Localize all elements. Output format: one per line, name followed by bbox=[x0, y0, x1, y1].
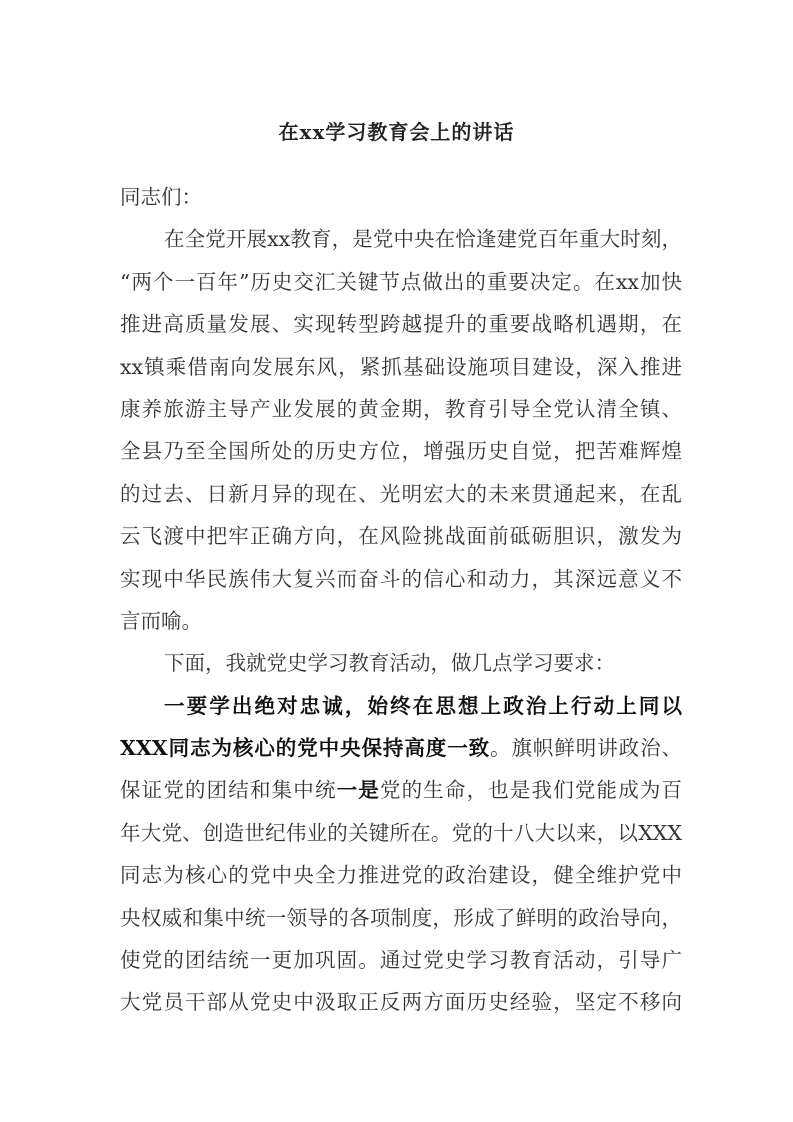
text-segment: 全县乃至全国所处的历史方位，增强历史自觉，把苦难辉煌 bbox=[120, 439, 682, 464]
text-line bbox=[120, 897, 682, 939]
document-title: 在xx学习教育会上的讲话 bbox=[278, 120, 515, 144]
text-line bbox=[120, 303, 682, 345]
bold-text: 一是 bbox=[336, 778, 380, 803]
text-segment: 。旗帜鲜明讲政治、 bbox=[490, 736, 683, 761]
text-segment: 下面，我就党史学习教育活动，做几点学习要求： bbox=[164, 651, 615, 676]
text-line bbox=[120, 727, 682, 769]
bold-text: XXX同志为核心的党中央保持高度一致 bbox=[120, 736, 491, 761]
text-line bbox=[120, 812, 682, 854]
text-segment: 保证党的团结和集中统 bbox=[120, 778, 337, 803]
text-segment: 在全党开展xx教育，是党中央在恰逢建党百年重大时刻， bbox=[164, 227, 682, 252]
text-segment: 同志为核心的党中央全力推进党的政治建设，健全维护党中 bbox=[120, 863, 682, 888]
bold-text: 一要学出绝对忠诚，始终在思想上政治上行动上同以 bbox=[164, 693, 682, 718]
text-line bbox=[120, 558, 682, 600]
text-line bbox=[120, 176, 682, 218]
text-line bbox=[120, 981, 682, 1023]
text-line bbox=[120, 218, 682, 260]
text-line bbox=[120, 769, 682, 811]
text-segment: 言而喻。 bbox=[120, 608, 202, 633]
text-line bbox=[120, 261, 682, 303]
document-body bbox=[120, 176, 682, 1024]
text-line bbox=[120, 685, 682, 727]
text-line bbox=[120, 515, 682, 557]
text-line bbox=[120, 600, 682, 642]
text-line bbox=[120, 473, 682, 515]
text-segment: 实现中华民族伟大复兴而奋斗的信心和动力，其深远意义不 bbox=[120, 566, 682, 591]
text-segment: 年大党、创造世纪伟业的关键所在。党的十八大以来，以XXX bbox=[120, 820, 682, 845]
text-segment: 推进高质量发展、实现转型跨越提升的重要战略机遇期，在 bbox=[120, 312, 682, 337]
text-segment: 同志们： bbox=[120, 185, 202, 209]
text-line bbox=[120, 430, 682, 472]
text-segment: xx镇乘借南向发展东风，紧抓基础设施项目建设，深入推进 bbox=[120, 354, 682, 379]
text-line bbox=[120, 346, 682, 388]
text-segment: 使党的团结统一更加巩固。通过党史学习教育活动，引导广 bbox=[120, 948, 682, 973]
text-segment: 康养旅游主导产业发展的黄金期，教育引导全党认清全镇、 bbox=[120, 396, 682, 421]
text-segment: “两个一百年”历史交汇关键节点做出的重要决定。在xx加快 bbox=[120, 269, 682, 294]
text-line bbox=[120, 388, 682, 430]
text-segment: 央权威和集中统一领导的各项制度，形成了鲜明的政治导向， bbox=[120, 905, 682, 930]
text-line bbox=[120, 854, 682, 896]
text-segment: 党的生命，也是我们党能成为百 bbox=[379, 778, 683, 803]
text-line bbox=[120, 642, 682, 684]
text-segment: 云飞渡中把牢正确方向，在风险挑战面前砥砺胆识，激发为 bbox=[120, 524, 682, 549]
text-segment: 大党员干部从党史中汲取正反两方面历史经验，坚定不移向 bbox=[120, 990, 682, 1015]
text-line bbox=[120, 939, 682, 981]
text-segment: 的过去、日新月异的现在、光明宏大的未来贯通起来，在乱 bbox=[120, 481, 682, 506]
